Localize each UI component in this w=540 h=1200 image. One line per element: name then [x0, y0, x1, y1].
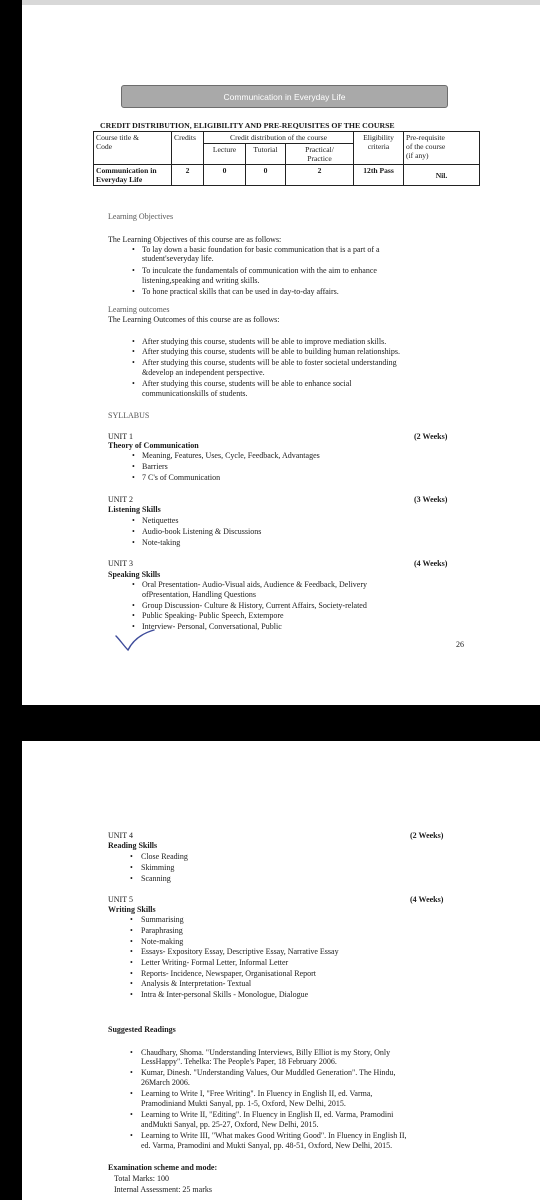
list-item: Oral Presentation- Audio-Visual aids, Audience & Feedback, Delivery — [142, 580, 368, 589]
table-title: CREDIT DISTRIBUTION, ELIGIBILITY AND PRE-REQUISITES OF THE COURSE — [100, 121, 395, 130]
cell-text: Everyday Life — [96, 175, 143, 184]
header-course-title — [94, 132, 172, 165]
page-top-edge — [22, 0, 540, 5]
objectives-intro: The Learning Objectives of this course are as follows: — [108, 235, 282, 244]
unit-label: UNIT 3 — [108, 559, 133, 568]
bullet-icon: • — [132, 538, 135, 547]
unit-duration: (4 Weeks) — [410, 895, 444, 904]
cell-text: Communication in — [96, 166, 157, 175]
bullet-icon: • — [130, 915, 133, 924]
bullet-icon: • — [132, 527, 135, 536]
bullet-icon: • — [130, 937, 133, 946]
cell-prerequisite: Nil. — [404, 165, 480, 186]
list-item: Note-taking — [142, 538, 181, 547]
list-item: To hone practical skills that can be used in day-to-day affairs. — [142, 287, 339, 296]
unit-title: Listening Skills — [108, 505, 161, 514]
list-item: Learning to Write I, "Free Writing". In Fluency in English II, ed. Varma, — [141, 1089, 373, 1098]
bullet-icon: • — [130, 1089, 133, 1098]
list-item: Public Speaking- Public Speech, Extempore — [142, 611, 284, 620]
list-item: communicationskills of students. — [142, 389, 248, 398]
cell-tutorial: 0 — [246, 165, 286, 186]
header-eligibility — [354, 132, 404, 165]
bullet-icon: • — [130, 926, 133, 935]
list-item: Kumar, Dinesh. "Understanding Values, Our Muddled Generation". The Hindu, — [141, 1068, 396, 1077]
page-number: 26 — [456, 640, 464, 649]
bullet-icon: • — [132, 379, 135, 388]
list-item: Audio-book Listening & Discussions — [142, 527, 262, 536]
cell-course — [94, 165, 172, 186]
header-lecture: Lecture — [204, 144, 246, 165]
list-item: Intra & Inter-personal Skills - Monologue, Dialogue — [141, 990, 309, 999]
header-credits: Credits — [172, 132, 204, 165]
bullet-icon: • — [132, 347, 135, 356]
unit-duration: (3 Weeks) — [414, 495, 448, 504]
header-text: Code — [96, 142, 113, 151]
unit-duration: (4 Weeks) — [414, 559, 448, 568]
bullet-icon: • — [132, 601, 135, 610]
checkmark-signature-icon — [114, 628, 156, 654]
list-item: Pramodiniand Mukti Sanyal, pp. 1-5, Oxford, New Delhi, 2015. — [141, 1099, 346, 1108]
unit-title: Speaking Skills — [108, 570, 161, 579]
unit-title: Reading Skills — [108, 841, 158, 850]
header-credit-distribution: Credit distribution of the course — [204, 132, 354, 144]
document-page-2 — [22, 741, 540, 1200]
list-item: After studying this course, students will be able to building human relationships. — [142, 347, 400, 356]
list-item: Interview- Personal, Conversational, Public — [142, 622, 282, 631]
bullet-icon: • — [130, 1068, 133, 1077]
exam-internal-assessment: Internal Assessment: 25 marks — [114, 1185, 212, 1194]
list-item: LessHappy". Tehelka: The People's Paper, 18 February 2006. — [141, 1057, 337, 1066]
list-item: To lay down a basic foundation for basic communication that is a part of a — [142, 245, 380, 254]
header-text: criteria — [367, 142, 390, 151]
header-text: Eligibility — [363, 133, 394, 142]
list-item: Barriers — [142, 462, 168, 471]
list-item: Learning to Write II, "Editing". In Fluency in English II, ed. Varma, Pramodini — [141, 1110, 394, 1119]
learning-outcomes-heading: Learning outcomes — [108, 305, 170, 314]
bullet-icon: • — [130, 852, 133, 861]
list-item: Scanning — [141, 874, 171, 883]
unit-duration: (2 Weeks) — [410, 831, 444, 840]
document-page-1 — [22, 0, 540, 705]
unit-label: UNIT 1 — [108, 432, 133, 441]
list-item: After studying this course, students will be able to enhance social — [142, 379, 352, 388]
list-item: ofPresentation, Handling Questions — [142, 590, 256, 599]
list-item: Chaudhary, Shoma. "Understanding Interviews, Billy Elliot is my Story, Only — [141, 1048, 391, 1057]
bullet-icon: • — [132, 611, 135, 620]
course-title-banner: Communication in Everyday Life — [121, 85, 448, 108]
bullet-icon: • — [132, 358, 135, 367]
bullet-icon: • — [130, 1110, 133, 1119]
learning-objectives-heading: Learning Objectives — [108, 212, 174, 221]
unit-label: UNIT 2 — [108, 495, 133, 504]
unit-label: UNIT 5 — [108, 895, 133, 904]
list-item: Paraphrasing — [141, 926, 183, 935]
bullet-icon: • — [132, 287, 135, 296]
bullet-icon: • — [130, 1048, 133, 1057]
list-item: listening,speaking and writing skills. — [142, 276, 260, 285]
bullet-icon: • — [132, 462, 135, 471]
list-item: Group Discussion- Culture & History, Current Affairs, Society-related — [142, 601, 367, 610]
header-text: Practice — [307, 154, 332, 163]
table-header-row — [94, 132, 480, 144]
bullet-icon: • — [130, 947, 133, 956]
cell-lecture: 0 — [204, 165, 246, 186]
list-item: student'severyday life. — [142, 254, 214, 263]
exam-total-marks: Total Marks: 100 — [114, 1174, 169, 1183]
header-text: Course title & — [96, 133, 140, 142]
list-item: Skimming — [141, 863, 175, 872]
cell-eligibility: 12th Pass — [354, 165, 404, 186]
unit-title: Theory of Communication — [108, 441, 199, 450]
bullet-icon: • — [132, 337, 135, 346]
header-text: Pre-requisite — [406, 133, 445, 142]
list-item: &develop an independent perspective. — [142, 368, 265, 377]
bullet-icon: • — [132, 245, 135, 254]
syllabus-heading: SYLLABUS — [108, 411, 150, 420]
bullet-icon: • — [130, 1131, 133, 1140]
list-item: Summarising — [141, 915, 184, 924]
bullet-icon: • — [130, 958, 133, 967]
list-item: After studying this course, students will be able to improve mediation skills. — [142, 337, 387, 346]
bullet-icon: • — [130, 990, 133, 999]
bullet-icon: • — [130, 969, 133, 978]
bullet-icon: • — [130, 979, 133, 988]
header-tutorial: Tutorial — [246, 144, 286, 165]
bullet-icon: • — [130, 863, 133, 872]
list-item: andMukti Sanyal, pp. 25-27, Oxford, New Delhi, 2015. — [141, 1120, 319, 1129]
bullet-icon: • — [132, 473, 135, 482]
suggested-readings-heading: Suggested Readings — [108, 1025, 176, 1034]
header-text: of the course — [406, 142, 446, 151]
credit-distribution-table — [93, 131, 480, 186]
list-item: To inculcate the fundamentals of communication with the aim to enhance — [142, 266, 377, 275]
bullet-icon: • — [132, 580, 135, 589]
unit-label: UNIT 4 — [108, 831, 133, 840]
list-item: Letter Writing- Formal Letter, Informal Letter — [141, 958, 289, 967]
list-item: Netiquettes — [142, 516, 179, 525]
list-item: Learning to Write III, "What makes Good Writing Good". In Fluency in English II, — [141, 1131, 407, 1140]
cell-practical: 2 — [286, 165, 354, 186]
list-item: Note-making — [141, 937, 184, 946]
header-prerequisite — [404, 132, 480, 165]
bullet-icon: • — [132, 266, 135, 275]
list-item: 7 C's of Communication — [142, 473, 221, 482]
header-practical — [286, 144, 354, 165]
list-item: Reports- Incidence, Newspaper, Organisational Report — [141, 969, 317, 978]
bullet-icon: • — [130, 874, 133, 883]
header-text: Practical/ — [305, 145, 334, 154]
list-item: Analysis & Interpretation- Textual — [141, 979, 252, 988]
exam-scheme-heading: Examination scheme and mode: — [108, 1163, 218, 1172]
list-item: 26March 2006. — [141, 1078, 190, 1087]
outcomes-intro: The Learning Outcomes of this course are as follows: — [108, 315, 280, 324]
unit-duration: (2 Weeks) — [414, 432, 448, 441]
list-item: After studying this course, students will be able to foster societal understanding — [142, 358, 397, 367]
list-item: ed. Varma, Pramodini and Mukti Sanyal, pp. 48-51, Oxford, New Delhi, 2015. — [141, 1141, 393, 1150]
unit-title: Writing Skills — [108, 905, 156, 914]
bullet-icon: • — [132, 451, 135, 460]
table-row — [94, 165, 480, 186]
bullet-icon: • — [132, 622, 135, 631]
list-item: Close Reading — [141, 852, 188, 861]
header-text: (if any) — [406, 151, 429, 160]
cell-credits: 2 — [172, 165, 204, 186]
bullet-icon: • — [132, 516, 135, 525]
list-item: Meaning, Features, Uses, Cycle, Feedback, Advantages — [142, 451, 320, 460]
list-item: Essays- Expository Essay, Descriptive Essay, Narrative Essay — [141, 947, 339, 956]
